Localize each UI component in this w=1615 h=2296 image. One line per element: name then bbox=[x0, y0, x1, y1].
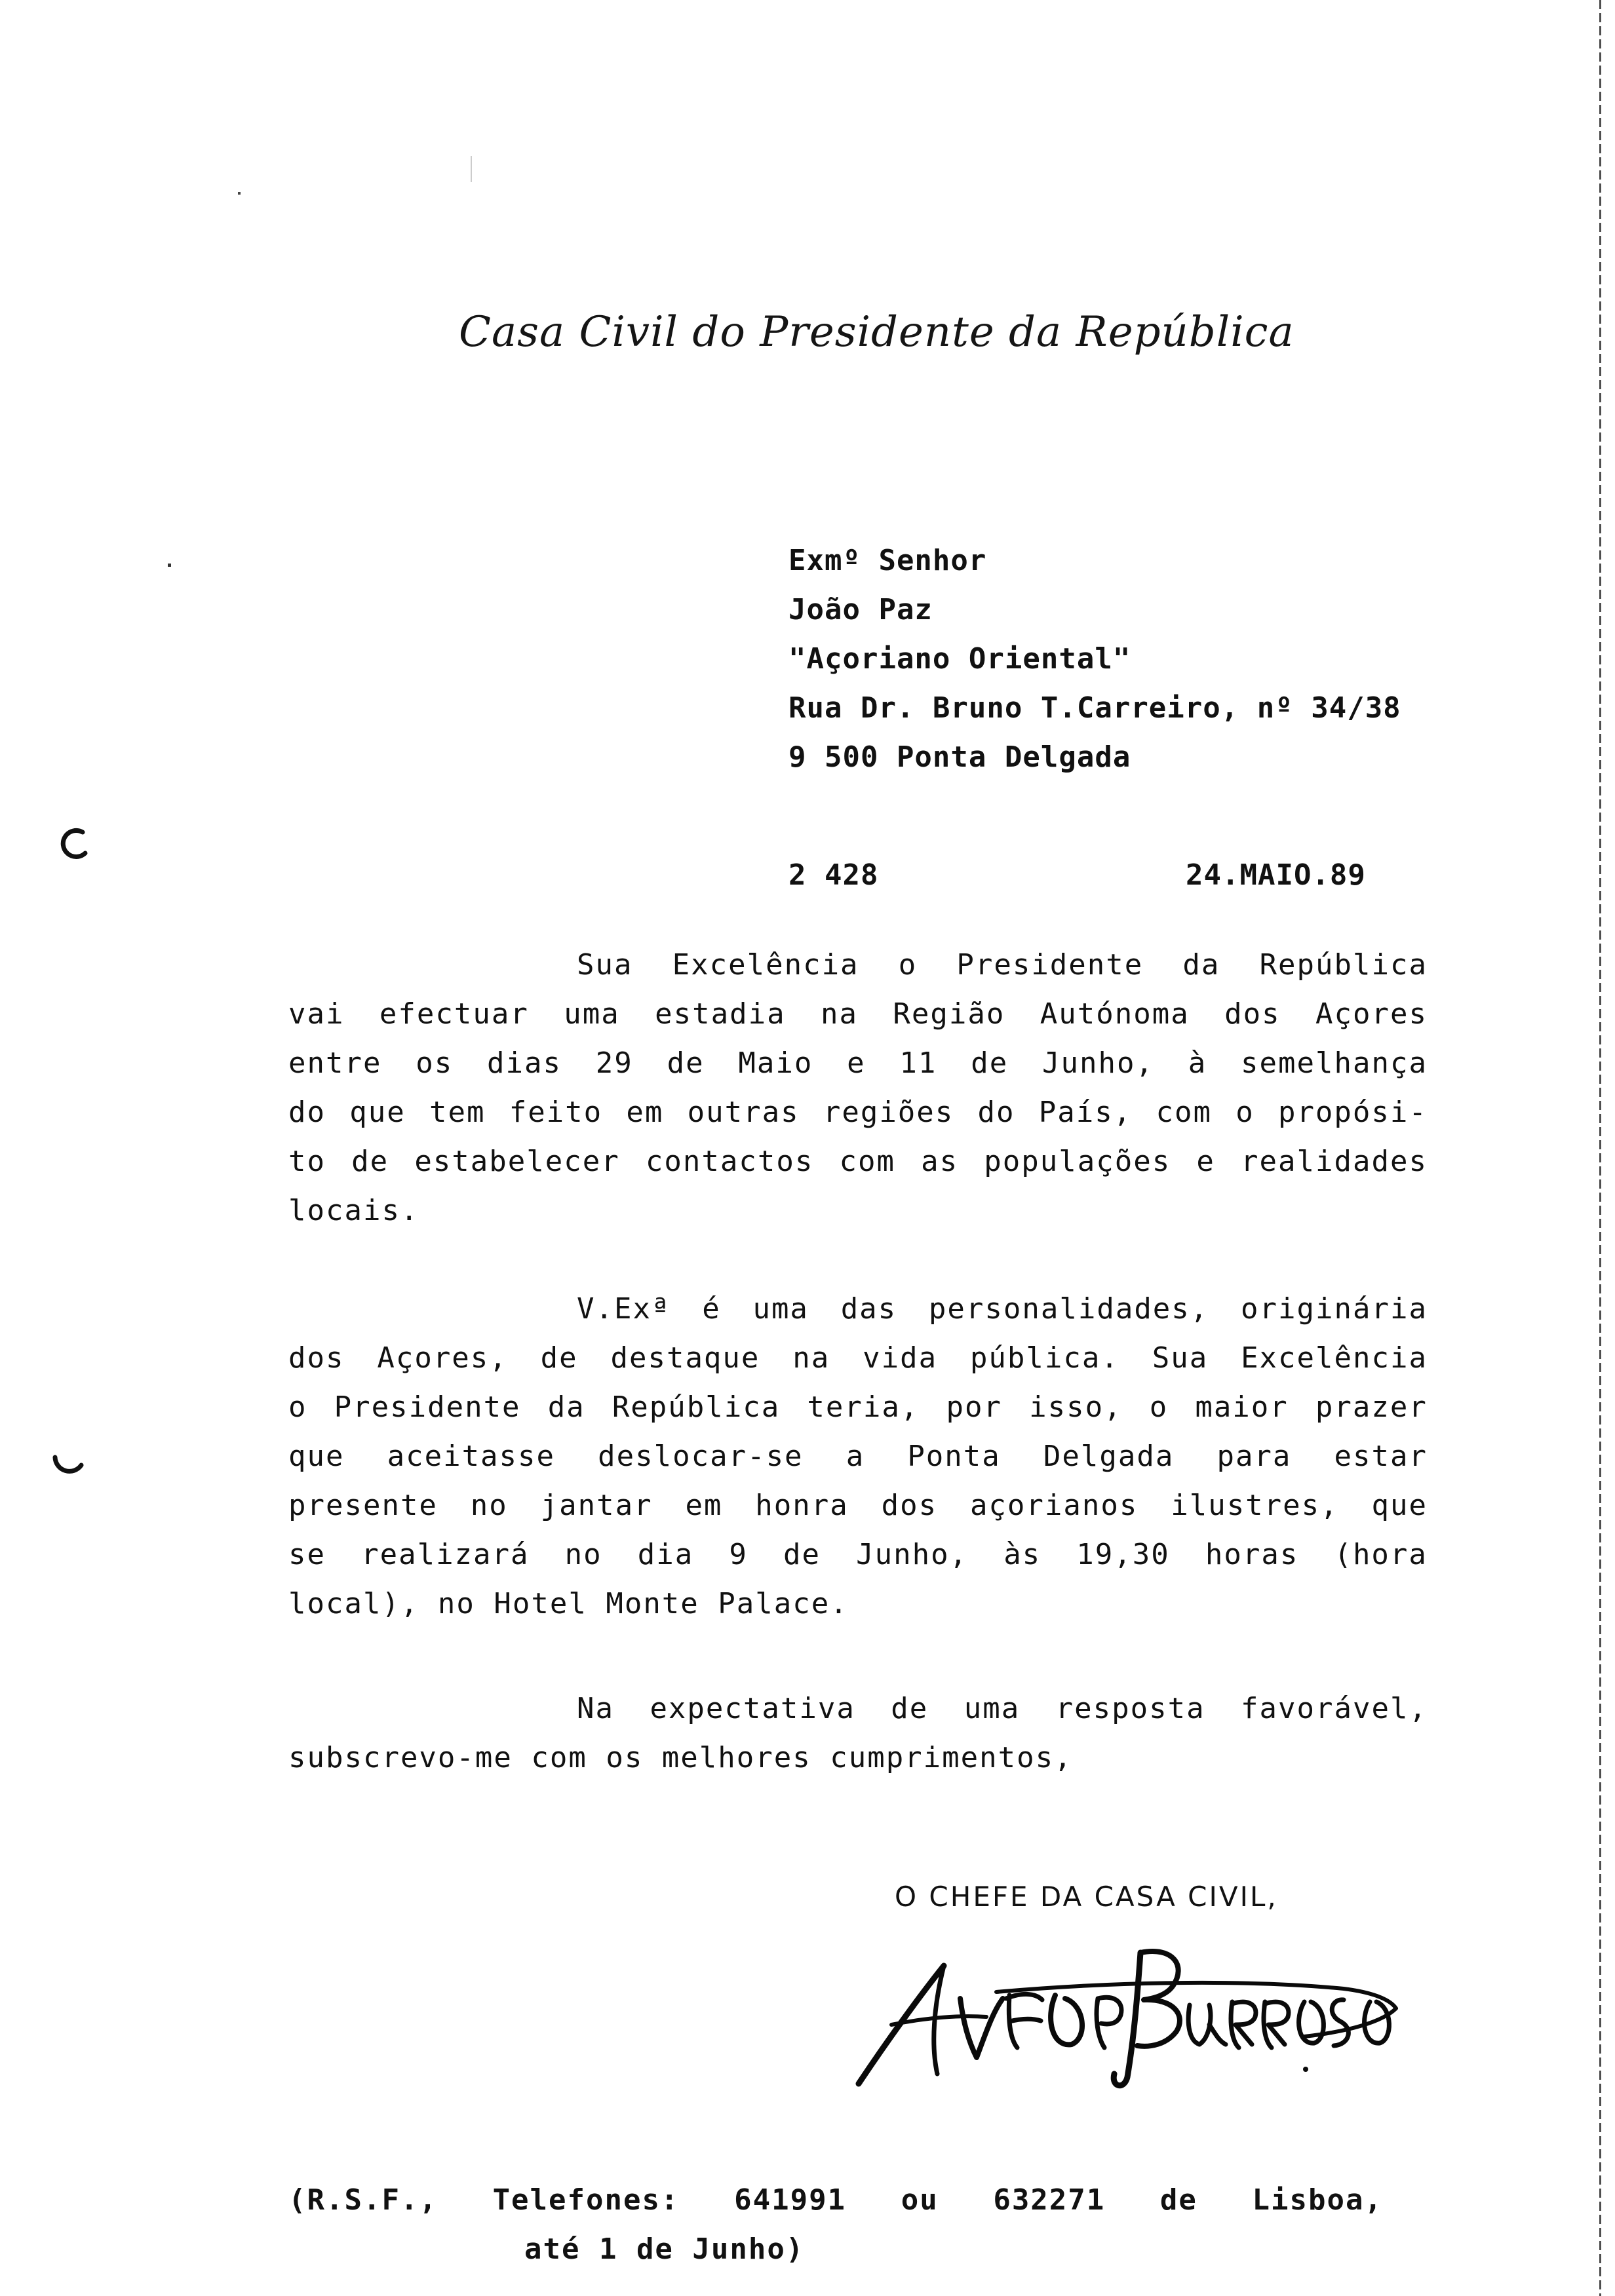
word: por bbox=[946, 1390, 1002, 1424]
word: personalidades, bbox=[928, 1292, 1209, 1326]
word: populações bbox=[984, 1145, 1171, 1178]
word: de bbox=[891, 1692, 929, 1725]
word: isso, bbox=[1029, 1390, 1123, 1424]
word: horas bbox=[1205, 1538, 1299, 1571]
word: uma bbox=[752, 1292, 809, 1326]
word: Açores bbox=[1315, 997, 1428, 1031]
word: aceitasse bbox=[387, 1440, 556, 1473]
paragraph-line bbox=[288, 1088, 1428, 1137]
paragraph-line bbox=[288, 1432, 1428, 1481]
word: as bbox=[921, 1145, 959, 1178]
punch-hole-mark-bottom bbox=[51, 1448, 85, 1482]
word: vai bbox=[288, 997, 345, 1031]
word: de bbox=[971, 1046, 1009, 1080]
word: a bbox=[846, 1440, 865, 1473]
punch-hole-mark-top bbox=[58, 827, 92, 861]
word: uma bbox=[564, 997, 620, 1031]
recipient-salutation: Exmº Senhor bbox=[788, 544, 987, 577]
reference-number: 2 428 bbox=[788, 858, 879, 892]
paragraph-line bbox=[288, 940, 1428, 989]
word: no bbox=[564, 1538, 602, 1571]
word: 11 bbox=[899, 1046, 937, 1080]
word: vida bbox=[863, 1341, 938, 1375]
word: das bbox=[840, 1292, 897, 1326]
word: do bbox=[288, 1096, 326, 1129]
word: dos bbox=[288, 1341, 345, 1375]
word: à bbox=[1188, 1046, 1207, 1080]
scan-speck bbox=[168, 564, 171, 567]
word: pública. bbox=[969, 1341, 1119, 1375]
word: os bbox=[416, 1046, 454, 1080]
word: Junho, bbox=[856, 1538, 969, 1571]
word: da bbox=[547, 1390, 585, 1424]
word: ilustres, bbox=[1171, 1489, 1339, 1522]
word: República bbox=[612, 1390, 781, 1424]
recipient-name: João Paz bbox=[788, 593, 933, 626]
word: de bbox=[540, 1341, 578, 1375]
word: feito bbox=[509, 1096, 603, 1129]
word: que bbox=[349, 1096, 406, 1129]
paragraph-line: locais. bbox=[288, 1194, 419, 1227]
word: e bbox=[847, 1046, 866, 1080]
word: originária bbox=[1241, 1292, 1428, 1326]
paragraph-3 bbox=[288, 1684, 1428, 1782]
word: açorianos bbox=[969, 1489, 1138, 1522]
word: Autónoma bbox=[1040, 997, 1190, 1031]
word: para bbox=[1216, 1440, 1292, 1473]
word: dos bbox=[881, 1489, 938, 1522]
word: Delgada bbox=[1043, 1440, 1175, 1473]
recipient-address bbox=[788, 536, 1401, 782]
word: o bbox=[1149, 1390, 1169, 1424]
paragraph-line bbox=[288, 1481, 1428, 1530]
word: Açores, bbox=[377, 1341, 508, 1375]
footer-word: Telefones: bbox=[492, 2183, 680, 2217]
recipient-organization: "Açoriano Oriental" bbox=[788, 642, 1131, 676]
word: realizará bbox=[361, 1538, 530, 1571]
word: às bbox=[1003, 1538, 1041, 1571]
word: Excelência bbox=[672, 948, 859, 982]
footer-phone-2: 632271 bbox=[993, 2183, 1106, 2217]
word: do bbox=[977, 1096, 1015, 1129]
footer-contact bbox=[288, 2175, 1403, 2274]
word: prazer bbox=[1315, 1390, 1428, 1424]
word: 9 bbox=[729, 1538, 748, 1571]
paragraph-2 bbox=[288, 1284, 1428, 1628]
word: em bbox=[685, 1489, 723, 1522]
footer-word: Lisboa, bbox=[1252, 2183, 1383, 2217]
word: 19,30 bbox=[1076, 1538, 1170, 1571]
paragraph-line bbox=[288, 1284, 1428, 1333]
word: no bbox=[470, 1489, 508, 1522]
word: jantar bbox=[540, 1489, 653, 1522]
paragraph-line: local), no Hotel Monte Palace. bbox=[288, 1587, 849, 1620]
word: de bbox=[667, 1046, 705, 1080]
footer-word: ou bbox=[901, 2183, 939, 2217]
word: favorável, bbox=[1241, 1692, 1428, 1725]
scan-speck bbox=[471, 156, 472, 182]
word: dos bbox=[1224, 997, 1281, 1031]
word: presente bbox=[288, 1489, 438, 1522]
word: realidades bbox=[1241, 1145, 1428, 1178]
paragraph-line bbox=[288, 989, 1428, 1039]
recipient-city: 9 500 Ponta Delgada bbox=[788, 740, 1131, 774]
paragraph-line: subscrevo-me com os melhores cumprimentos, bbox=[288, 1741, 1073, 1774]
word: estar bbox=[1334, 1440, 1428, 1473]
footer-line-1 bbox=[288, 2175, 1383, 2225]
word: País, bbox=[1038, 1096, 1133, 1129]
word: em bbox=[626, 1096, 664, 1129]
word: 29 bbox=[595, 1046, 633, 1080]
word: destaque bbox=[610, 1341, 760, 1375]
word: honra bbox=[755, 1489, 849, 1522]
word: regiões bbox=[823, 1096, 954, 1129]
word: contactos bbox=[645, 1145, 814, 1178]
word: de bbox=[351, 1145, 389, 1178]
word: Na bbox=[577, 1692, 614, 1725]
word: outras bbox=[687, 1096, 800, 1129]
word: o bbox=[898, 948, 918, 982]
word: propósi- bbox=[1277, 1096, 1428, 1129]
word: o bbox=[288, 1390, 307, 1424]
recipient-street: Rua Dr. Bruno T.Carreiro, nº 34/38 bbox=[788, 691, 1401, 725]
word: V.Exª bbox=[577, 1292, 671, 1326]
word: Presidente bbox=[956, 948, 1144, 982]
word: se bbox=[288, 1538, 326, 1571]
word: o bbox=[1236, 1096, 1255, 1129]
paragraph-line bbox=[288, 1530, 1428, 1579]
paragraph-line bbox=[288, 1383, 1428, 1432]
paragraph-line bbox=[288, 1137, 1428, 1186]
word: Sua bbox=[577, 948, 633, 982]
word: com bbox=[839, 1145, 895, 1178]
word: República bbox=[1259, 948, 1428, 982]
word: de bbox=[783, 1538, 821, 1571]
closing-title: O CHEFE DA CASA CIVIL, bbox=[895, 1881, 1278, 1913]
footer-line-2: até 1 de Junho) bbox=[524, 2232, 805, 2266]
letter-date: 24.MAIO.89 bbox=[1186, 858, 1366, 892]
paragraph-1 bbox=[288, 940, 1428, 1235]
word: Excelência bbox=[1241, 1341, 1428, 1375]
word: uma bbox=[963, 1692, 1021, 1725]
word: entre bbox=[288, 1046, 382, 1080]
word: maior bbox=[1195, 1390, 1289, 1424]
word: dia bbox=[637, 1538, 694, 1571]
word: estabelecer bbox=[414, 1145, 620, 1178]
word: estadia bbox=[655, 997, 786, 1031]
word: que bbox=[288, 1440, 345, 1473]
footer-word: (R.S.F., bbox=[288, 2183, 438, 2217]
word: Sua bbox=[1152, 1341, 1209, 1375]
word: (hora bbox=[1334, 1538, 1428, 1571]
word: na bbox=[821, 997, 858, 1031]
word: tem bbox=[429, 1096, 486, 1129]
footer-word: de bbox=[1159, 2183, 1197, 2217]
word: que bbox=[1371, 1489, 1428, 1522]
paragraph-line bbox=[288, 1684, 1428, 1733]
paragraph-line bbox=[288, 1333, 1428, 1383]
word: to bbox=[288, 1145, 326, 1178]
word: Ponta bbox=[907, 1440, 1001, 1473]
reference-line bbox=[788, 858, 1378, 898]
word: é bbox=[702, 1292, 721, 1326]
scan-speck bbox=[238, 192, 241, 195]
footer-phone-1: 641991 bbox=[734, 2183, 847, 2217]
word: Região bbox=[893, 997, 1005, 1031]
word: Maio bbox=[738, 1046, 813, 1080]
word: deslocar-se bbox=[598, 1440, 804, 1473]
word: e bbox=[1196, 1145, 1215, 1178]
word: teria, bbox=[807, 1390, 920, 1424]
paragraph-line bbox=[288, 1039, 1428, 1088]
word: com bbox=[1156, 1096, 1212, 1129]
word: na bbox=[792, 1341, 830, 1375]
word: dias bbox=[487, 1046, 562, 1080]
word: resposta bbox=[1055, 1692, 1205, 1725]
scan-edge-line bbox=[1599, 0, 1601, 2296]
letterhead: Casa Civil do Presidente da República bbox=[459, 308, 1294, 356]
word: da bbox=[1182, 948, 1220, 982]
word: Presidente bbox=[334, 1390, 521, 1424]
word: efectuar bbox=[379, 997, 529, 1031]
word: expectativa bbox=[650, 1692, 855, 1725]
handwritten-signature bbox=[846, 1926, 1403, 2097]
word: semelhança bbox=[1241, 1046, 1428, 1080]
word: Junho, bbox=[1041, 1046, 1154, 1080]
